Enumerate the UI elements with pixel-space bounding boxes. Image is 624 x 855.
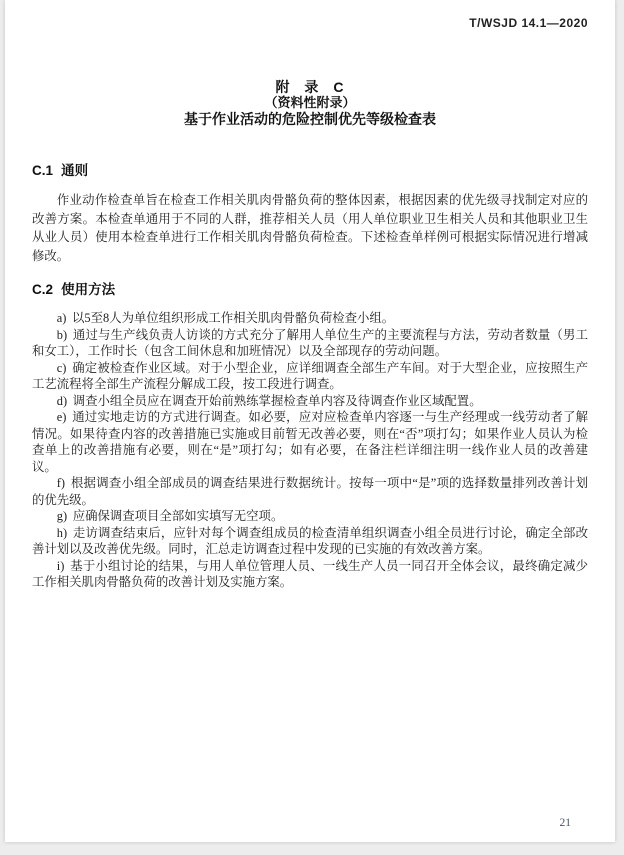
appendix-type-label: （资料性附录） (264, 95, 356, 110)
list-item-f (32, 475, 588, 508)
section-c2 (32, 282, 588, 591)
list-item-h (32, 525, 588, 558)
item-text: 以5至8人为单位组织形成工作相关肌肉骨骼负荷检查小组。 (72, 311, 395, 325)
item-label: h) (56, 525, 68, 540)
section-title: 使用方法 (61, 282, 116, 297)
item-text: 确定被检查作业区域。对于小型企业，应详细调查全部生产车间。对于大型企业，应按照生产工艺流程将全部生产流程分解成工段，按工段进行调查。 (32, 360, 588, 391)
list-item-e (32, 409, 588, 475)
list-item-i (32, 558, 588, 591)
page-number: 21 (559, 817, 571, 829)
item-label: i) (56, 558, 65, 573)
list-item-g (32, 508, 588, 525)
list-item-c (32, 360, 588, 393)
item-label: d) (56, 393, 68, 408)
list-item-d (32, 393, 588, 410)
standard-reference: T/WSJD 14.1—2020 (469, 16, 588, 30)
general-rules-paragraph: 作业动作检查单旨在检查工作相关肌肉骨骼负荷的整体因素，根据因素的优先级寻找制定对应的改善方案。本检查单通用于不同的人群，推荐相关人员（用人单位职业卫生相关人员和其他职业卫生从业人员）使用本检查单进行工作相关肌肉骨骼负荷检查。下述检查单样例可根据实际情况进行增减修改。 (32, 193, 588, 263)
item-text: 应确保调查项目全部如实填写无空项。 (72, 509, 284, 523)
list-item-a (32, 310, 588, 327)
appendix-subject-title: 基于作业活动的危险控制优先等级检查表 (184, 111, 436, 127)
section-c1 (32, 163, 588, 265)
section-number: C.2 (32, 282, 54, 297)
appendix-title: 附 录 C (275, 79, 345, 95)
item-text: 调查小组全员应在调查开始前熟练掌握检查单内容及待调查作业区域配置。 (72, 393, 482, 408)
item-text: 根据调查小组全部成员的调查结果进行数据统计。按每一项中“是”项的选择数量排列改善计划的优先级。 (32, 476, 588, 507)
item-label: g) (56, 509, 68, 523)
item-label: c) (56, 360, 67, 375)
section-heading-c1 (32, 163, 588, 178)
item-text: 通过实地走访的方式进行调查。如必要，应对应检查单内容逐一与生产经理或一线劳动者了解情况。如果待查内容的改善措施已实施或目前暂无改善必要，则在“否”项打勾；如果作业人员认为检查单上的改善措施有必要，则在“是”项打勾；如有必要，在备注栏详细注明一线作业人员的改善建议。 (32, 410, 588, 474)
list-item-b (32, 327, 588, 360)
item-text: 通过与生产线负责人访谈的方式充分了解用人单位生产的主要流程与方法，劳动者数量（男工和女工），工作时长（包含工间休息和加班情况）以及全部现存的劳动问题。 (32, 327, 588, 358)
item-label: a) (56, 311, 67, 325)
item-text: 基于小组讨论的结果，与用人单位管理人员、一线生产人员一同召开全体会议，最终确定减少工作相关肌肉骨骼负荷的改善计划及实施方案。 (32, 558, 588, 589)
item-label: f) (56, 476, 66, 490)
item-text: 走访调查结束后，应针对每个调查组成员的检查清单组织调查小组全员进行讨论，确定全部改善计划以及改善优先级。同时，汇总走访调查过程中发现的已实施的有效改善方案。 (32, 525, 588, 556)
section-title: 通则 (61, 163, 89, 178)
document-page (5, 0, 615, 842)
item-label: b) (56, 327, 68, 342)
section-heading-c2 (32, 282, 588, 297)
appendix-title-block (32, 79, 588, 127)
usage-method-list (32, 310, 588, 591)
item-label: e) (56, 410, 67, 424)
section-number: C.1 (32, 163, 54, 178)
